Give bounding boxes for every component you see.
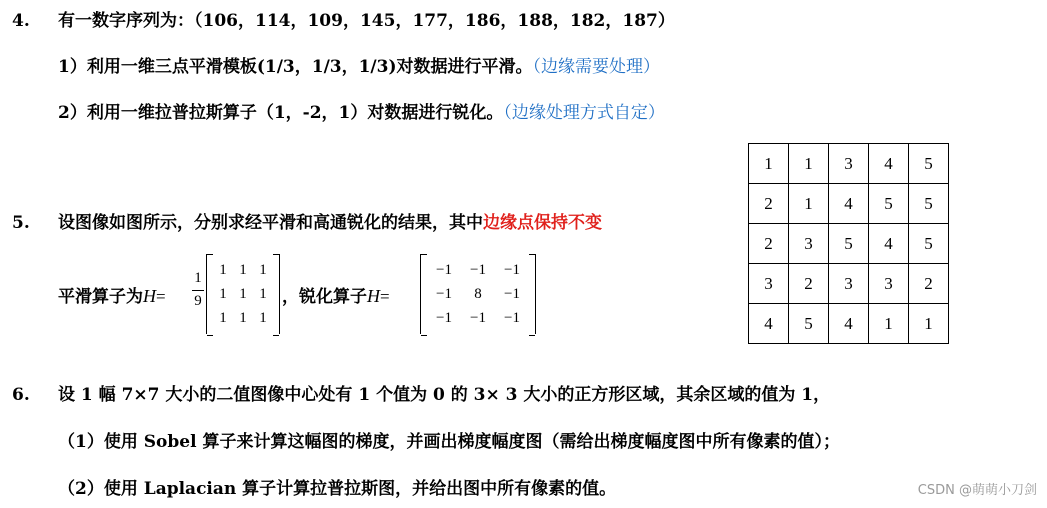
grid-cell: 5: [909, 184, 949, 224]
q4-number: 4.: [12, 11, 30, 31]
q5-sharpen-H: H: [367, 286, 380, 306]
q4-part2: [58, 103, 665, 123]
q5-sharpen-label-text: ，锐化算子: [282, 287, 367, 307]
grid-cell: 2: [749, 224, 789, 264]
q5-stem: [58, 213, 602, 233]
sharpen-cell: −1: [504, 261, 520, 278]
sharpen-cell: −1: [470, 309, 486, 326]
grid-cell: 4: [869, 224, 909, 264]
image-grid: [748, 143, 949, 344]
smooth-cell: 1: [259, 309, 267, 326]
grid-cell: 4: [869, 144, 909, 184]
grid-cell: 1: [789, 184, 829, 224]
smooth-cell: 1: [239, 285, 247, 302]
sharpen-cell: −1: [436, 261, 452, 278]
smooth-matrix: [206, 254, 280, 334]
smooth-cell: 1: [239, 261, 247, 278]
q5-smooth-H: H: [143, 286, 156, 306]
q5-sharpen-label: [282, 282, 390, 307]
sharpen-cell: −1: [436, 309, 452, 326]
sharpen-cell: 8: [474, 285, 482, 302]
q5-frac-numerator: 1: [194, 270, 202, 286]
grid-cell: 3: [869, 264, 909, 304]
grid-cell: 5: [869, 184, 909, 224]
smooth-cell: 1: [239, 309, 247, 326]
grid-cell: 5: [909, 144, 949, 184]
q5-stem-text: 设图像如图所示，分别求经平滑和高通锐化的结果，其中: [58, 213, 483, 233]
q5-smooth-label-text: 平滑算子为: [58, 287, 143, 307]
grid-cell: 3: [789, 224, 829, 264]
sharpen-cell: −1: [470, 261, 486, 278]
grid-cell: 5: [909, 224, 949, 264]
grid-cell: 1: [789, 144, 829, 184]
grid-cell: 4: [829, 304, 869, 344]
q6-part2: （2）使用 Laplacian 算子计算拉普拉斯图，并给出图中所有像素的值。: [58, 479, 617, 499]
smooth-cell: 1: [219, 261, 227, 278]
sharpen-matrix: [420, 254, 536, 334]
q5-sharpen-equals: =: [380, 287, 390, 306]
grid-cell: 4: [829, 184, 869, 224]
grid-cell: 3: [829, 264, 869, 304]
q4-part1: [58, 57, 660, 77]
sharpen-cell: −1: [436, 285, 452, 302]
q5-stem-highlight: 边缘点保持不变: [483, 213, 602, 233]
q5-number: 5.: [12, 213, 30, 233]
grid-cell: 5: [829, 224, 869, 264]
q4-part1-note: （边缘需要处理）: [532, 57, 661, 77]
grid-cell: 2: [789, 264, 829, 304]
grid-cell: 1: [869, 304, 909, 344]
grid-cell: 1: [749, 144, 789, 184]
q4-part1-text: 1）利用一维三点平滑模板(1/3，1/3，1/3)对数据进行平滑。: [58, 57, 533, 77]
q6-stem: 设 1 幅 7×7 大小的二值图像中心处有 1 个值为 0 的 3× 3 大小的正方形区域，其余区域的值为 1，: [58, 385, 831, 405]
q4-part2-text: 2）利用一维拉普拉斯算子（1，-2，1）对数据进行锐化。: [58, 103, 504, 123]
q4-stem: 有一数字序列为：（106，114，109，145，177，186，188，182，187）: [58, 11, 675, 31]
smooth-cell: 1: [259, 261, 267, 278]
smooth-cell: 1: [219, 309, 227, 326]
sharpen-cell: −1: [504, 285, 520, 302]
q4-part2-note: （边缘处理方式自定）: [503, 103, 665, 123]
grid-cell: 3: [749, 264, 789, 304]
q5-frac-denominator: 9: [194, 293, 202, 309]
grid-cell: 2: [909, 264, 949, 304]
grid-cell: 4: [749, 304, 789, 344]
q6-part1: （1）使用 Sobel 算子来计算这幅图的梯度，并画出梯度幅度图（需给出梯度幅度图中所有像素的值）；: [58, 432, 840, 452]
q6-number: 6.: [12, 385, 30, 405]
grid-cell: 1: [909, 304, 949, 344]
grid-cell: 3: [829, 144, 869, 184]
sharpen-cell: −1: [504, 309, 520, 326]
smooth-cell: 1: [259, 285, 267, 302]
grid-cell: 5: [789, 304, 829, 344]
q5-frac-bar: [192, 290, 204, 291]
watermark: CSDN @萌萌小刀剑: [917, 483, 1037, 498]
q5-smooth-label: [58, 282, 166, 307]
q5-smooth-equals: =: [156, 287, 166, 306]
grid-cell: 2: [749, 184, 789, 224]
smooth-cell: 1: [219, 285, 227, 302]
